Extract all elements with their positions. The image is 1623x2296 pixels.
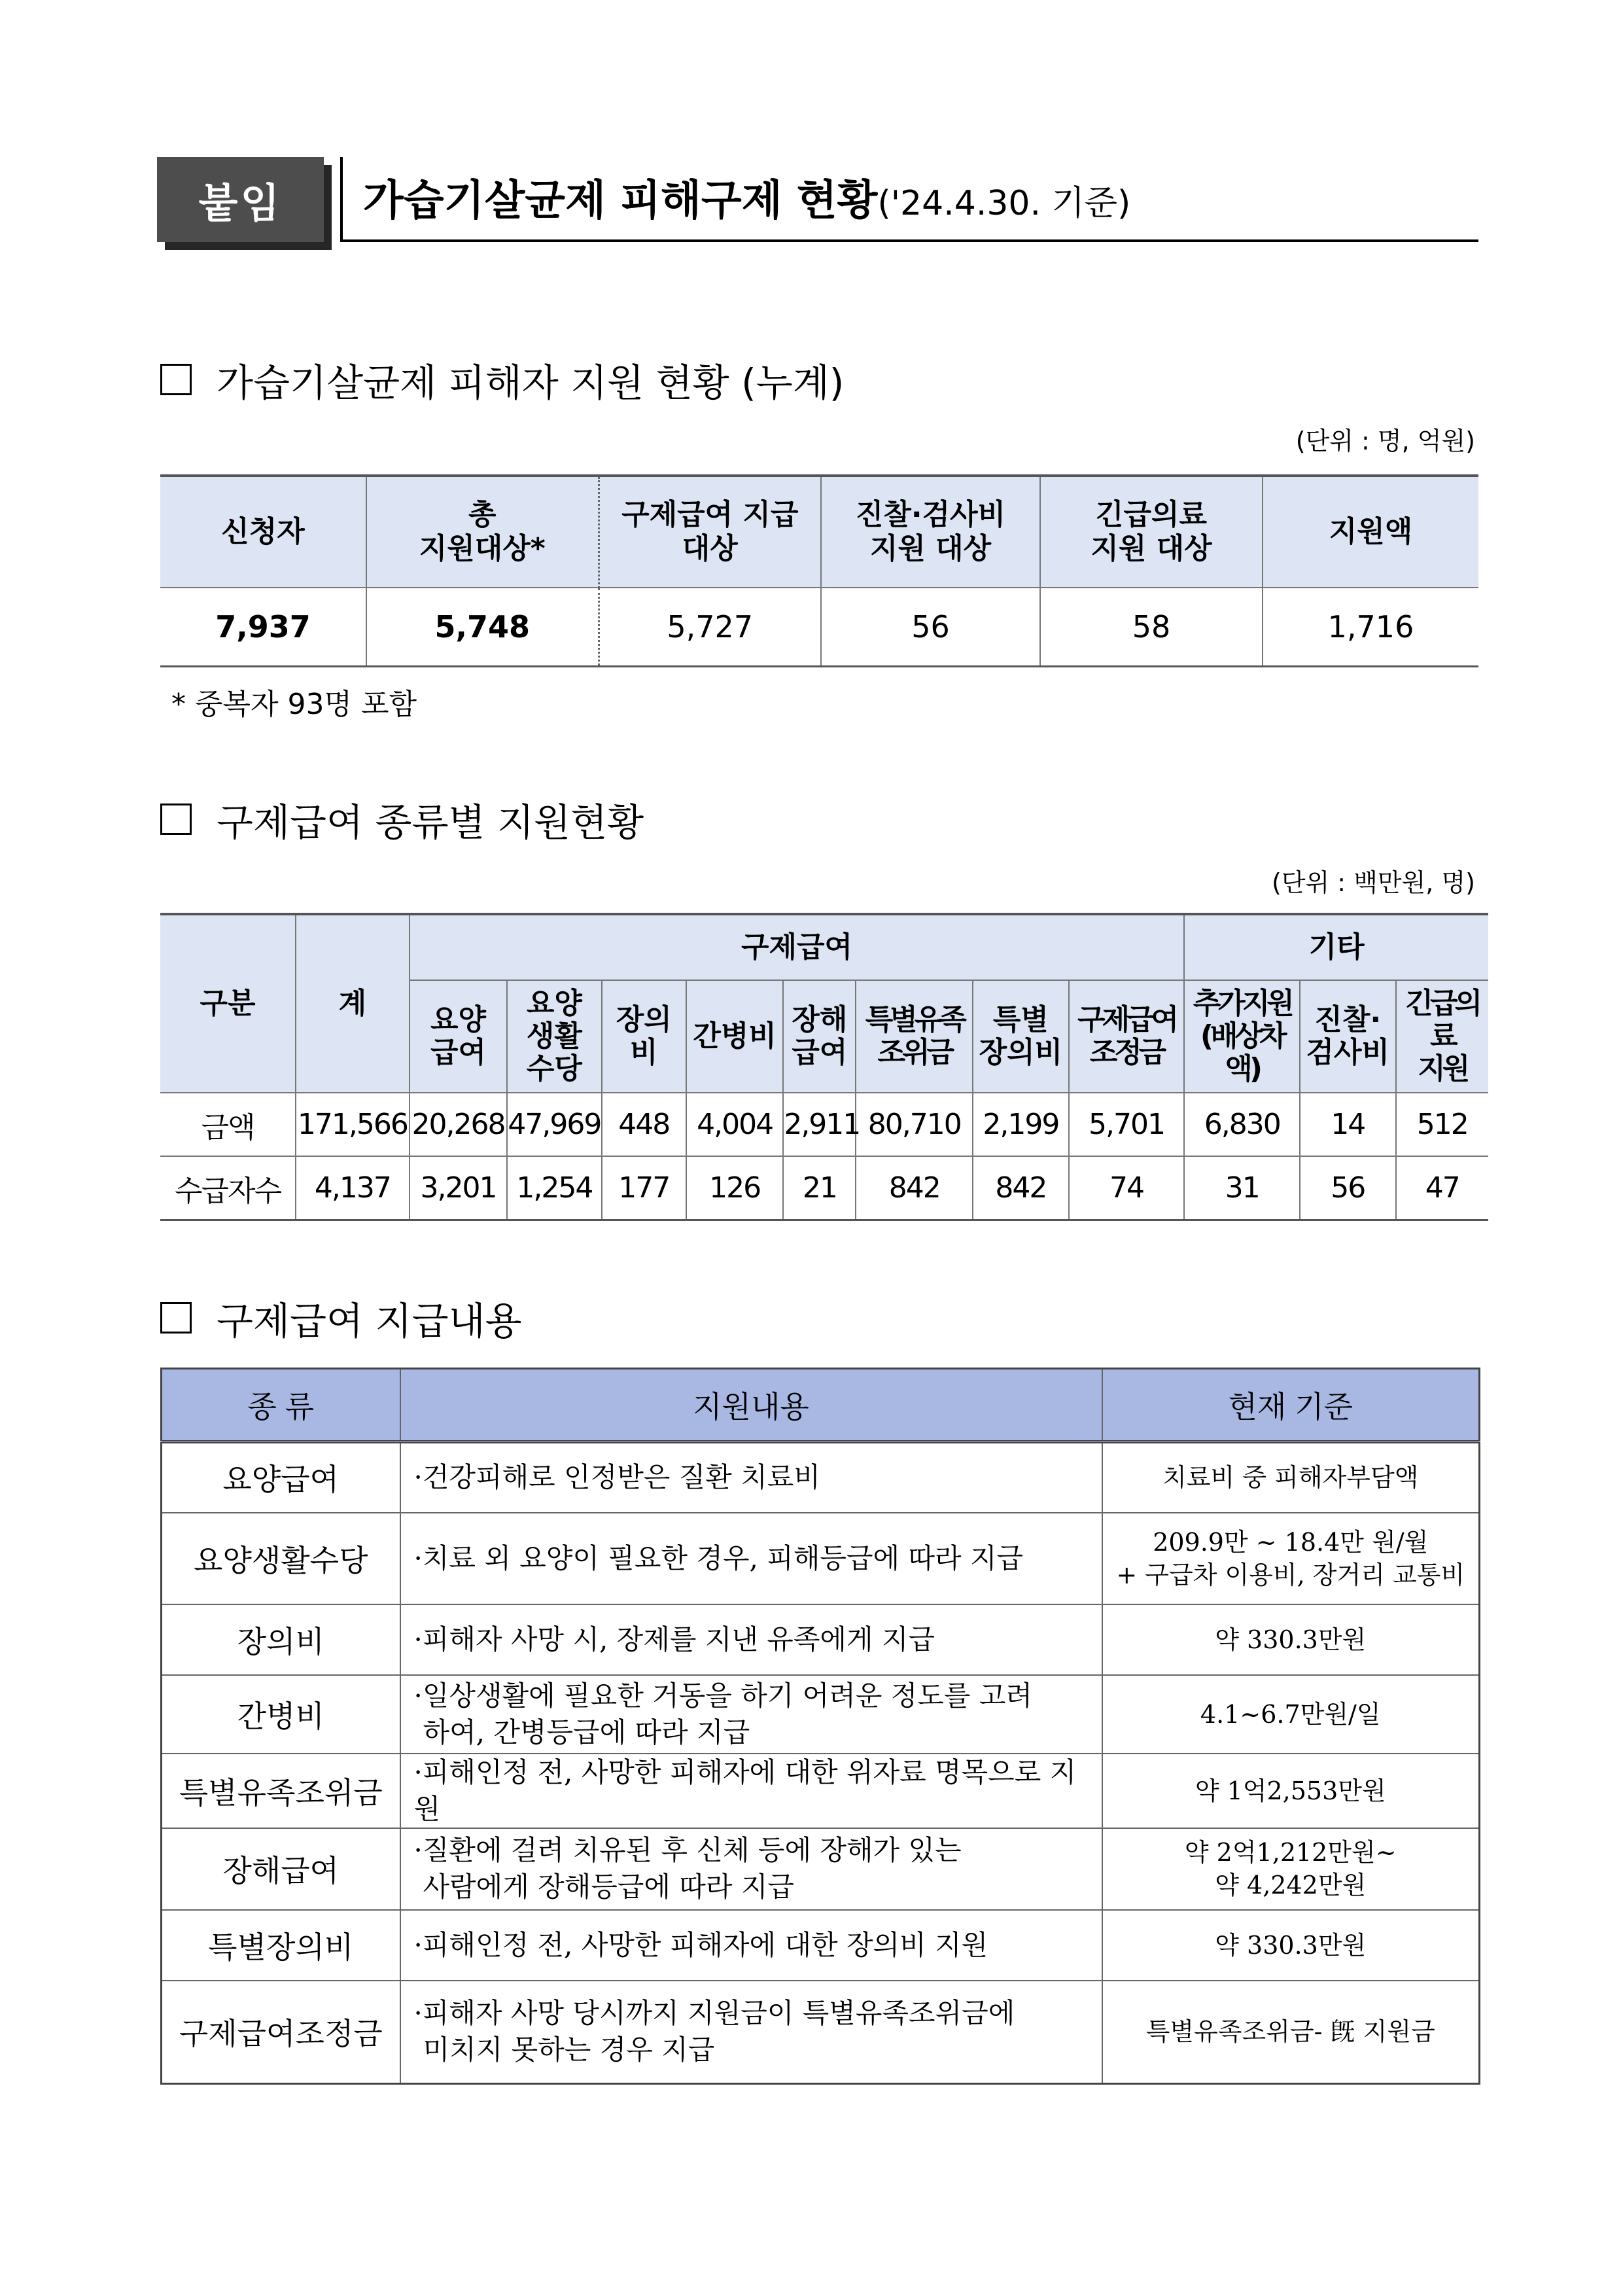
standard-cell — [1102, 1675, 1480, 1754]
subheader-line: 장의비 — [979, 1036, 1063, 1069]
table-cell: 80,710 — [856, 1093, 973, 1156]
subheader-line: 특별유족 — [865, 1003, 964, 1036]
content-cell — [400, 1981, 1102, 2084]
header-applicants: 신청자 — [160, 476, 366, 588]
header-amount: 지원액 — [1263, 476, 1478, 588]
standard-cell-line: 약 4,242만원 — [1215, 1871, 1367, 1899]
standard-cell — [1102, 1604, 1480, 1675]
subheader-line: 급여 — [430, 1036, 486, 1069]
header-emergency: 긴급의료 지원 대상 — [1040, 476, 1263, 588]
header-exam: 진찰·검사비 지원 대상 — [821, 476, 1040, 588]
subheader-line: 간병비 — [693, 1019, 777, 1053]
table-cell: 21 — [783, 1156, 856, 1220]
subheader-col-3 — [686, 980, 783, 1093]
value-total: 5,748 — [366, 588, 599, 667]
table-row — [162, 1513, 1480, 1604]
content-cell-line: 사람에게 장해등급에 따라 지급 — [423, 1871, 794, 1903]
standard-cell — [1102, 1442, 1480, 1513]
content-cell-line: ·피해자 사망 시, 장제를 지낸 유족에게 지급 — [413, 1623, 935, 1655]
table-header-row — [160, 914, 1488, 980]
subheader-line: (배상차액) — [1200, 1019, 1284, 1086]
table-cell: 2,199 — [973, 1093, 1068, 1156]
table-cell: 6,830 — [1184, 1093, 1300, 1156]
content-cell — [400, 1604, 1102, 1675]
type-cell-line: 특별장의비 — [208, 1930, 354, 1964]
type-cell — [162, 1442, 400, 1513]
content-cell — [400, 1442, 1102, 1513]
standard-cell-line: 약 2억1,212만원~ — [1184, 1838, 1397, 1867]
section1-footnote: * 중복자 93명 포함 — [171, 688, 417, 721]
checkbox-square-icon — [160, 1302, 192, 1333]
type-cell-line: 간병비 — [237, 1699, 324, 1733]
table-row — [162, 1910, 1480, 1981]
subheader-line: 조위금 — [877, 1036, 952, 1069]
subheader-col-1 — [507, 980, 601, 1093]
value-applicants: 7,937 — [215, 609, 311, 645]
content-cell — [400, 1828, 1102, 1910]
header-total: 총 지원대상* — [366, 476, 599, 588]
value-amount: 1,716 — [1263, 588, 1478, 667]
subheader-col-7 — [1069, 980, 1185, 1093]
standard-cell-line: 특별유족조위금- 旣 지원금 — [1145, 2017, 1435, 2047]
table-row — [162, 1754, 1480, 1828]
table-row — [162, 1675, 1480, 1754]
header-other-group: 기타 — [1184, 914, 1488, 980]
content-cell-line: ·건강피해로 인정받은 질환 치료비 — [413, 1461, 820, 1494]
table-cell: 47 — [1396, 1156, 1488, 1220]
header-total: 계 — [296, 914, 410, 1093]
type-cell — [162, 1675, 400, 1754]
header-content: 지원내용 — [400, 1369, 1102, 1442]
standard-cell-line: 약 330.3만원 — [1215, 1930, 1367, 1960]
header-type: 종 류 — [162, 1369, 400, 1442]
content-cell — [400, 1910, 1102, 1981]
type-cell — [162, 1513, 400, 1604]
value-exam: 56 — [821, 588, 1040, 667]
header-category: 구분 — [160, 914, 296, 1093]
section1-unit: (단위 : 명, 억원) — [1295, 427, 1475, 455]
table-cell: 512 — [1396, 1093, 1488, 1156]
content-cell-line: 미치지 못하는 경우 지급 — [423, 2034, 715, 2066]
table-cell: 3,201 — [410, 1156, 507, 1220]
row-label: 금액 — [160, 1093, 296, 1156]
header-standard: 현재 기준 — [1102, 1369, 1480, 1442]
type-cell-line: 구제급여조정금 — [179, 2017, 383, 2051]
table-cell: 126 — [686, 1156, 783, 1220]
type-cell-line: 요양생활수당 — [193, 1543, 368, 1578]
standard-cell — [1102, 1513, 1480, 1604]
type-cell-line: 장의비 — [237, 1624, 324, 1659]
subheader-col-5 — [856, 980, 973, 1093]
table-cell: 1,254 — [507, 1156, 601, 1220]
content-cell — [400, 1754, 1102, 1828]
standard-cell-line: 치료비 중 피해자부담액 — [1162, 1463, 1419, 1492]
page-title-text: 가습기살균제 피해구제 현황 — [363, 177, 878, 225]
section1-heading — [160, 352, 844, 407]
section1-heading-text: 가습기살균제 피해자 지원 현황 (누계) — [217, 361, 845, 405]
standard-cell-line: + 구급차 이용비, 장거리 교통비 — [1116, 1560, 1465, 1589]
page-title — [363, 167, 1130, 227]
table-row — [162, 1604, 1480, 1675]
table-cell: 74 — [1069, 1156, 1185, 1220]
table-header-row — [160, 476, 1478, 588]
subheader-line: 긴급의료 — [1405, 987, 1480, 1053]
payment-details-table — [160, 1368, 1480, 2085]
title-underline — [340, 239, 1478, 242]
table-header-row — [162, 1369, 1480, 1442]
table-cell: 4,137 — [296, 1156, 410, 1220]
support-status-table — [160, 474, 1478, 667]
standard-cell-line: 약 1억2,553만원 — [1195, 1776, 1386, 1805]
table-cell: 177 — [602, 1156, 686, 1220]
content-cell — [400, 1675, 1102, 1754]
standard-cell — [1102, 1828, 1480, 1910]
standard-cell — [1102, 1910, 1480, 1981]
subheader-col-9 — [1300, 980, 1395, 1093]
subheader-col-2 — [602, 980, 686, 1093]
subheader-line: 특별 — [992, 1003, 1049, 1036]
subheader-col-6 — [973, 980, 1068, 1093]
type-cell-line: 요양급여 — [222, 1462, 340, 1497]
row-label: 수급자수 — [160, 1156, 296, 1220]
checkbox-square-icon — [160, 804, 192, 835]
standard-cell-line: 약 330.3만원 — [1215, 1625, 1367, 1654]
table-cell: 842 — [856, 1156, 973, 1220]
subheader-line: 진찰· — [1314, 1003, 1382, 1036]
subheader-line: 생활 — [526, 1019, 582, 1053]
type-cell — [162, 1828, 400, 1910]
subheader-line: 장해 — [792, 1003, 848, 1036]
page-title-date: ('24.4.30. 기준) — [877, 184, 1131, 223]
table-cell: 56 — [1300, 1156, 1395, 1220]
type-cell — [162, 1981, 400, 2084]
value-relief: 5,727 — [599, 588, 821, 667]
attachment-badge: 붙임 — [157, 157, 324, 242]
value-emergency: 58 — [1040, 588, 1263, 667]
content-cell-line: ·피해인정 전, 사망한 피해자에 대한 장의비 지원 — [413, 1928, 988, 1961]
table-cell: 448 — [602, 1093, 686, 1156]
table-cell: 2,911 — [783, 1093, 856, 1156]
table-cell: 4,004 — [686, 1093, 783, 1156]
content-cell — [400, 1513, 1102, 1604]
subheader-line: 구제급여 — [1077, 1003, 1176, 1036]
standard-cell-line: 209.9만 ~ 18.4만 원/월 — [1153, 1527, 1429, 1557]
table-row — [162, 1828, 1480, 1910]
subheader-line: 검사비 — [1306, 1036, 1390, 1069]
subheader-line: 지원 — [1418, 1052, 1467, 1086]
relief-by-type-table — [160, 913, 1488, 1221]
type-cell — [162, 1754, 400, 1828]
table-cell: 20,268 — [410, 1093, 507, 1156]
table-cell: 47,969 — [507, 1093, 601, 1156]
subheader-line: 장의비 — [616, 1003, 672, 1069]
subheader-col-10 — [1396, 980, 1488, 1093]
subheader-line: 요양 — [430, 1003, 486, 1036]
subheader-col-0 — [410, 980, 507, 1093]
subheader-col-8 — [1184, 980, 1300, 1093]
table-row — [162, 1442, 1480, 1513]
section3-heading — [160, 1290, 522, 1345]
table-cell: 171,566 — [296, 1093, 410, 1156]
content-cell-line: 하여, 간병등급에 따라 지급 — [423, 1716, 750, 1748]
section2-unit: (단위 : 백만원, 명) — [1271, 868, 1475, 897]
standard-cell — [1102, 1754, 1480, 1828]
content-cell-line: ·피해인정 전, 사망한 피해자에 대한 위자료 명목으로 지원 — [413, 1756, 1077, 1825]
type-cell — [162, 1604, 400, 1675]
header-relief: 구제급여 지급 대상 — [599, 476, 821, 588]
content-cell-line: ·피해자 사망 당시까지 지원금이 특별유족조위금에 — [413, 1997, 1015, 2030]
header-relief-group: 구제급여 — [410, 914, 1185, 980]
type-cell — [162, 1910, 400, 1981]
subheader-line: 수당 — [526, 1052, 582, 1086]
subheader-line: 추가지원 — [1193, 987, 1291, 1020]
subheader-line: 요양 — [526, 987, 582, 1020]
table-cell: 5,701 — [1069, 1093, 1185, 1156]
standard-cell — [1102, 1981, 1480, 2084]
table-cell: 842 — [973, 1156, 1068, 1220]
section2-heading — [160, 792, 644, 847]
section2-heading-text: 구제급여 종류별 지원현황 — [217, 800, 644, 845]
standard-cell-line: 4.1~6.7만원/일 — [1200, 1699, 1381, 1729]
subheader-line: 조정금 — [1089, 1036, 1164, 1069]
section3-heading-text: 구제급여 지급내용 — [217, 1299, 522, 1343]
table-cell: 14 — [1300, 1093, 1395, 1156]
content-cell-line: ·치료 외 요양이 필요한 경우, 피해등급에 따라 지급 — [413, 1542, 1024, 1574]
type-cell-line: 특별유족조위금 — [179, 1775, 383, 1810]
table-cell: 31 — [1184, 1156, 1300, 1220]
table-row — [160, 1156, 1488, 1220]
content-cell-line: ·일상생활에 필요한 거동을 하기 어려운 정도를 고려 — [413, 1679, 1032, 1712]
type-cell-line: 장해급여 — [222, 1854, 340, 1888]
table-row — [160, 588, 1478, 667]
checkbox-square-icon — [160, 364, 192, 395]
table-row — [162, 1981, 1480, 2084]
content-cell-line: ·질환에 걸려 치유된 후 신체 등에 장해가 있는 — [413, 1834, 962, 1866]
table-row — [160, 1093, 1488, 1156]
subheader-col-4 — [783, 980, 856, 1093]
title-separator — [340, 157, 343, 242]
subheader-line: 급여 — [792, 1036, 848, 1069]
